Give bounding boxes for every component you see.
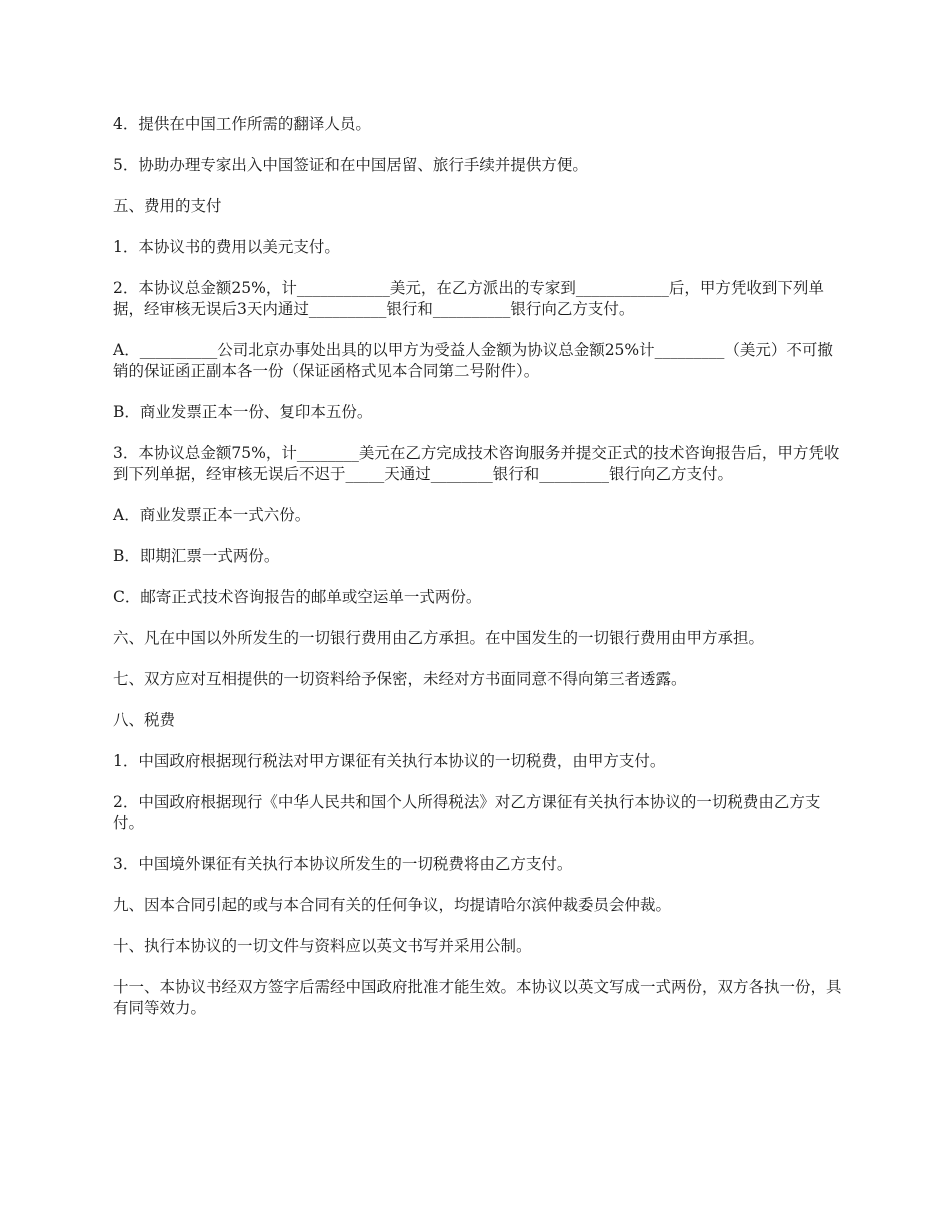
section-language-units: 十、执行本协议的一切文件与资料应以英文书写并采用公制。 [113,937,532,955]
paragraph-visa-item: 5．协助办理专家出入中国签证和在中国居留、旅行手续并提供方便。 [113,156,588,174]
paragraph-payment-75-percent: 3．本协议总金额75%，计________美元在乙方完成技术咨询服务并提交正式的技术咨询报告后，甲方凭收到下列单据，经审核无误后不迟于_____天通过________银行和_________银行向乙方支付。 [113,444,840,483]
section-arbitration: 九、因本合同引起的或与本合同有关的任何争议，均提请哈尔滨仲裁委员会仲裁。 [113,896,672,914]
paragraph-translator-item: 4．提供在中国工作所需的翻译人员。 [113,115,371,133]
paragraph-commercial-invoice: B．商业发票正本一份、复印本五份。 [113,403,373,421]
paragraph-tax-party-b: 2．中国政府根据现行《中华人民共和国个人所得税法》对乙方课征有关执行本协议的一切税费由乙方支付。 [113,793,821,832]
paragraph-sight-draft: B．即期汇票一式两份。 [113,547,280,565]
paragraph-airway-bill: C．邮寄正式技术咨询报告的邮单或空运单一式两份。 [113,588,482,606]
section-heading-payment: 五、费用的支付 [113,197,222,215]
section-heading-taxes: 八、税费 [113,711,176,729]
paragraph-guarantee-letter: A．__________公司北京办事处出具的以甲方为受益人金额为协议总金额25%计_________（美元）不可撤销的保证函正副本各一份（保证函格式见本合同第二号附件）。 [113,341,833,380]
section-effectiveness: 十一、本协议书经双方签字后需经中国政府批准才能生效。本协议以英文写成一式两份，双方各执一份，具有同等效力。 [113,978,842,1017]
paragraph-payment-currency: 1．本协议书的费用以美元支付。 [113,238,340,256]
paragraph-payment-25-percent: 2．本协议总金额25%，计____________美元，在乙方派出的专家到____________后，甲方凭收到下列单据，经审核无误后3天内通过__________银行和__________银行向乙方支付。 [113,279,824,318]
paragraph-invoice-six-copies: A．商业发票正本一式六份。 [113,506,311,524]
section-bank-charges: 六、凡在中国以外所发生的一切银行费用由乙方承担。在中国发生的一切银行费用由甲方承担。 [113,629,765,647]
paragraph-tax-abroad: 3．中国境外课征有关执行本协议所发生的一切税费将由乙方支付。 [113,855,573,873]
document-body [113,114,843,1039]
paragraph-tax-party-a: 1．中国政府根据现行税法对甲方课征有关执行本协议的一切税费，由甲方支付。 [113,752,666,770]
section-confidentiality: 七、双方应对互相提供的一切资料给予保密，未经对方书面同意不得向第三者透露。 [113,670,687,688]
